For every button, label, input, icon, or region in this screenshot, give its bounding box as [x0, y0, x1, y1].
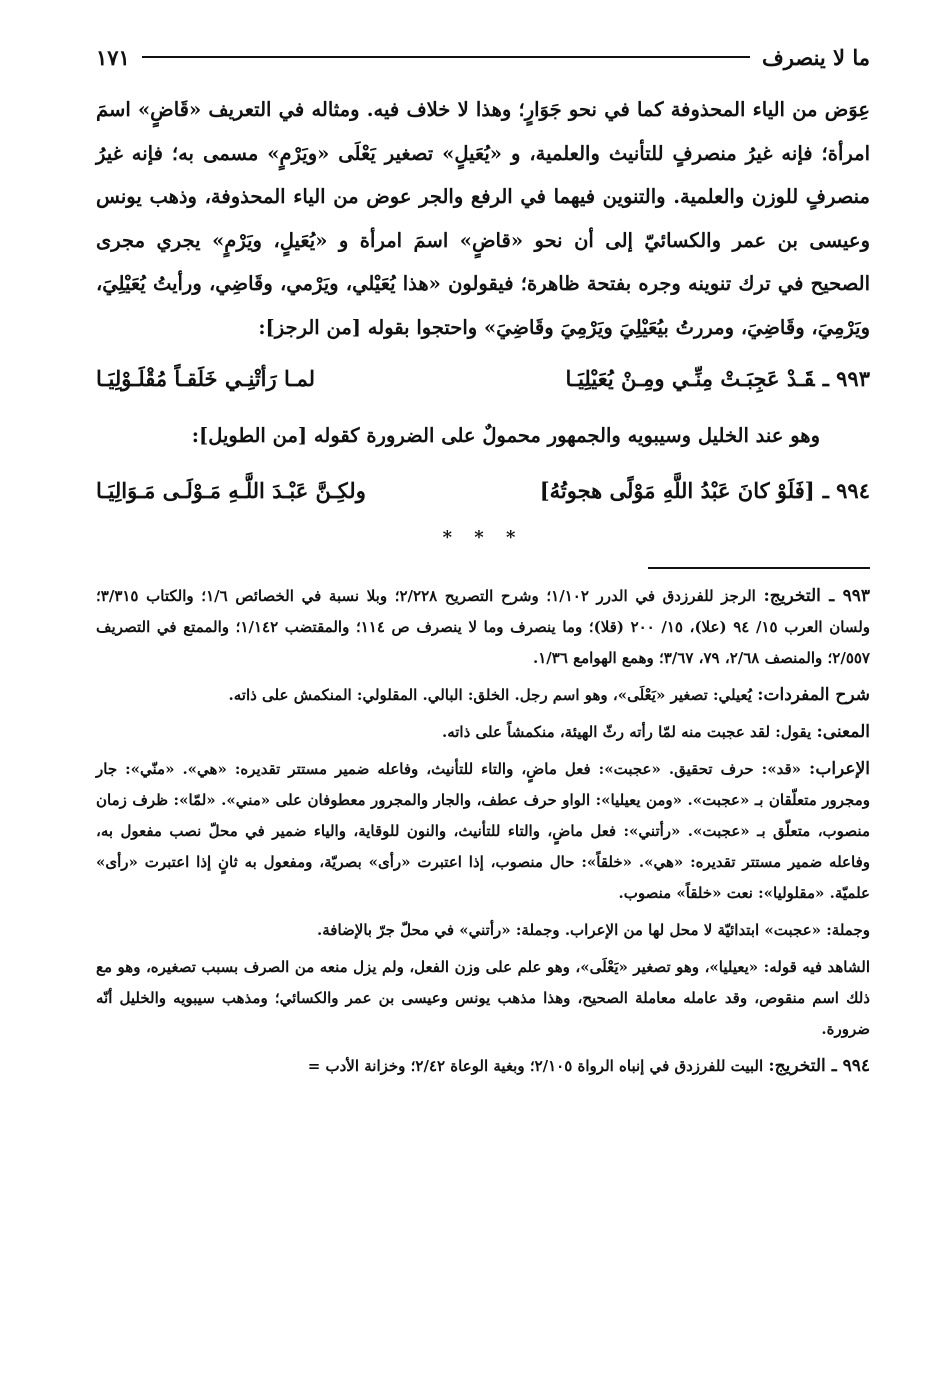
- verse-993-hemistich-1: قَـدْ عَجِبَـتْ مِنِّـي ومِـنْ يُعَيْلِيَـا: [565, 366, 815, 391]
- footnote-label: الإعراب:: [809, 759, 870, 779]
- main-text: [96, 88, 870, 349]
- page-number: ١٧١: [96, 44, 130, 70]
- footnote-text: يُعيلي: تصغير «يَعْلَى»، وهو اسم رجل. الخلق: البالي. المقلولي: المنكمش على ذاته.: [228, 686, 752, 704]
- running-header: [96, 40, 870, 74]
- footnote-label: ٩٩٣ ـ التخريج:: [763, 586, 871, 606]
- footnote-993-mufradat: [96, 680, 870, 711]
- verse-994-intro: وهو عند الخليل وسيبويه والجمهور محمولٌ على الضرورة كقوله [من الطويل]:: [191, 424, 820, 447]
- verse-993-number: ٩٩٣ ـ: [822, 366, 870, 391]
- footnote-label: شرح المفردات:: [757, 685, 870, 705]
- body-paragraph: عِوَض من الياء المحذوفة كما في نحو جَوَارٍ؛ وهذا لا خلاف فيه. ومثاله في التعريف «قَاضٍ» اسمَ امرأة؛ فإنه غيرُ منصرفٍ للتأنيث والعلمية، و «يُعَيلٍ» تصغير يَعْلَى «ويَرْمٍ» مسمى به؛ فإنه غيرُ منصرفٍ للوزن والعلمية. والتنوين فيهما في الرفع والجر عوض من الياء المحذوفة، وذهب يونس وعيسى بن عمر والكسائيّ إلى أن نحو «قاضٍ» اسمَ امرأة و «يُعَيلٍ، ويَرْمٍ» يجري مجرى الصحيح في ترك تنوينه وجره بفتحة ظاهرة؛ فيقولون «هذا يُعَيْلي، ويَرْمي، وقَاضِي، ورأيتُ يُعَيْلِيَ، ويَرْمِيَ، وقَاضِيَ، ومررتُ بيُعَيْلِيَ ويَرْمِيَ وقَاضِيَ» واحتجوا بقوله [من الرجز]:: [96, 98, 870, 339]
- verse-993-hemistich-2: لمـا رَأتْنِـي خَلَقـاً مُقْلَـوْلِيَـا: [96, 366, 316, 391]
- footnote-993-irab: [96, 754, 870, 909]
- verse-993: [96, 355, 870, 403]
- chapter-title: ما لا ينصرف: [762, 44, 870, 70]
- verse-994: [96, 467, 870, 515]
- footnote-label: المعنى:: [816, 722, 870, 742]
- footnote-993-takhrij: [96, 581, 870, 674]
- verse-994-hemistich-2: ولكِـنَّ عَبْـدَ اللَّـهِ مَـوْلَـى مَـوَالِيَـا: [96, 478, 366, 503]
- footnote-text: الرجز للفرزدق في الدرر ١/١٠٢؛ وشرح التصريح ٢/٢٢٨؛ وبلا نسبة في الخصائص ١/٦؛ والكتاب ٣/٣١٥؛ ولسان العرب ١٥/ ٩٤ (علا)، ١٥/ ٢٠٠ (قلا)؛ وما ينصرف وما لا ينصرف ص ١١٤؛ والمقتضب ١/١٤٢؛ والممتع في التصريف ٢/٥٥٧؛ والمنصف ٢/٦٨، ٧٩، ٣/٦٧؛ وهمع الهوامع ١/٣٦.: [96, 587, 871, 667]
- footnote-text: البيت للفرزدق في إنباه الرواة ٢/١٠٥؛ وبغية الوعاة ٢/٤٢؛ وخزانة الأدب =: [307, 1057, 764, 1075]
- footnote-text: يقول: لقد عجبت منه لمّا رأته رثّ الهيئة، منكمشاً على ذاته.: [441, 723, 812, 741]
- footnote-994-takhrij: [96, 1051, 870, 1082]
- verse-994-hemistich-1: [فَلَوْ كانَ عَبْدُ اللَّهِ مَوْلًى هجوتُهُ]: [539, 478, 815, 503]
- header-rule: [142, 56, 750, 58]
- verse-994-first-half: [540, 467, 870, 515]
- footnote-label: ٩٩٤ ـ التخريج:: [768, 1056, 870, 1076]
- book-page: [96, 40, 870, 1088]
- footnote-993-jumla: وجملة: «عجبت» ابتدائيّة لا محل لها من الإعراب. وجملة: «رأتني» في محلّ جرّ بالإضافة.: [317, 921, 870, 939]
- verse-993-first-half: [566, 355, 870, 403]
- verse-994-number: ٩٩٤ ـ: [822, 478, 870, 503]
- footnotes: [96, 581, 870, 1082]
- footnote-993-shahid: الشاهد فيه قوله: «يعيليا»، وهو تصغير «يَعْلَى»، وهو علم على وزن الفعل، ولم يزل منعه من الصرف بسبب تصغيره، وهو مع ذلك اسم منقوص، وقد عامله معاملة الصحيح، وهذا مذهب يونس وعيسى بن عمر والكسائي؛ ومذهب سيبويه والخليل أنّه ضرورة.: [96, 958, 870, 1038]
- section-stars: * * *: [442, 527, 524, 548]
- footnote-993-maana: [96, 717, 870, 748]
- footnote-text: «قد»: حرف تحقيق. «عجبت»: فعل ماضٍ، والتاء للتأنيث، وفاعله ضمير مستتر تقديره: «هي». «منّي»: جار ومجرور متعلّقان بـ «عجبت». «ومن يعيليا»: الواو حرف عطف، والجار والمجرور معطوفان على «مني». «لمّا»: ظرف زمان منصوب، متعلّق بـ «عجبت». «رأتني»: فعل ماضٍ، والتاء للتأنيث، والنون للوقاية، والياء ضمير في محلّ نصب مفعول به، وفاعله ضمير مستتر تقديره: «هي». «خلقاً»: حال منصوب، إذا اعتبرت «رأى» بصريّة، ومفعول به ثانٍ إذا اعتبرت «رأى» علميّة. «مقلوليا»: نعت «خلقاً» منصوب.: [96, 760, 870, 902]
- footnote-rule: [648, 567, 870, 569]
